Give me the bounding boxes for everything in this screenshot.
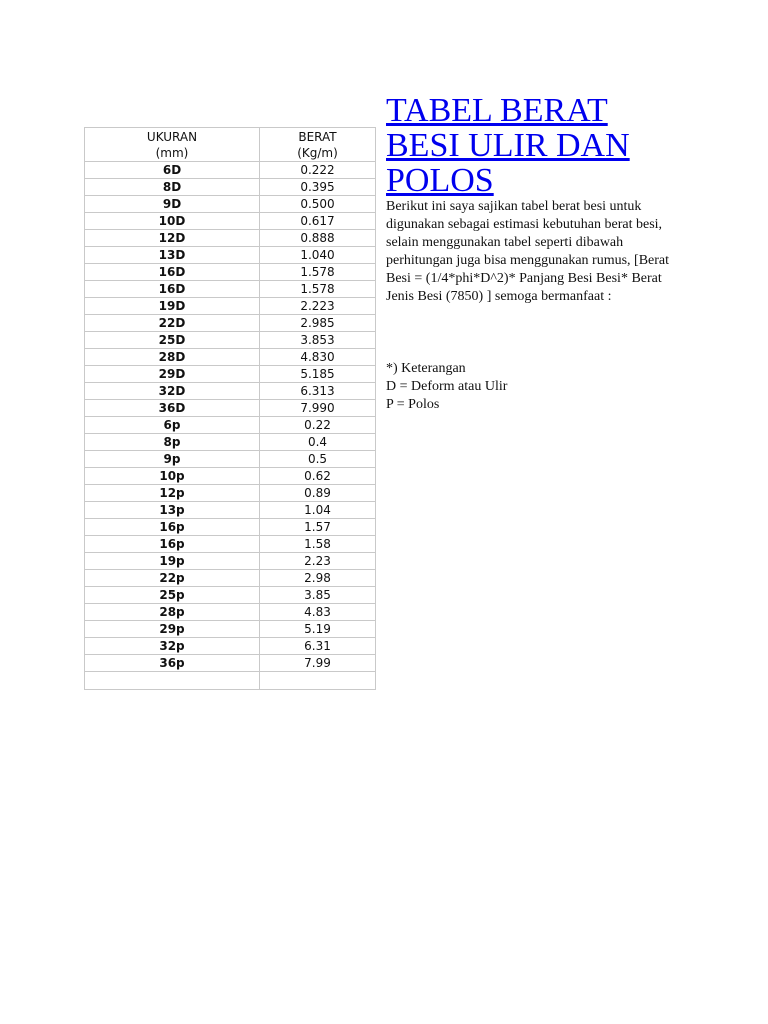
table-row — [85, 604, 376, 621]
size-cell: 36p — [85, 655, 260, 672]
size-cell: 32p — [85, 638, 260, 655]
size-cell — [85, 672, 260, 690]
size-cell: 12p — [85, 485, 260, 502]
table-row — [85, 247, 376, 264]
weight-cell: 2.985 — [260, 315, 376, 332]
table-row — [85, 213, 376, 230]
size-cell: 28D — [85, 349, 260, 366]
size-cell: 9p — [85, 451, 260, 468]
intro-paragraph: Berikut ini saya sajikan tabel berat besi untuk digunakan sebagai estimasi kebutuhan berat besi, selain menggunakan tabel seperti dibawah perhitungan juga bisa menggunakan rumus, [Berat Besi = (1/4*phi*D^2)* Panjang Besi Besi* Berat Jenis Besi (7850) ] semoga bermanfaat : — [386, 199, 670, 304]
table-row — [85, 519, 376, 536]
weight-cell: 0.888 — [260, 230, 376, 247]
weight-cell: 0.500 — [260, 196, 376, 213]
table-row — [85, 434, 376, 451]
size-cell: 10D — [85, 213, 260, 230]
weight-cell: 1.58 — [260, 536, 376, 553]
note-deform: D = Deform atau Ulir — [386, 379, 508, 394]
table-row — [85, 196, 376, 213]
size-header-label: UKURAN — [146, 129, 198, 144]
table-row — [85, 315, 376, 332]
weight-cell: 1.04 — [260, 502, 376, 519]
weight-cell: 0.5 — [260, 451, 376, 468]
table-row — [85, 485, 376, 502]
size-cell: 16p — [85, 536, 260, 553]
weight-cell: 6.31 — [260, 638, 376, 655]
weight-cell — [260, 672, 376, 690]
weight-cell: 3.853 — [260, 332, 376, 349]
size-cell: 22p — [85, 570, 260, 587]
weight-cell: 0.22 — [260, 417, 376, 434]
size-cell: 6D — [85, 162, 260, 179]
table-row — [85, 281, 376, 298]
size-cell: 25D — [85, 332, 260, 349]
table-row — [85, 502, 376, 519]
weight-cell: 0.89 — [260, 485, 376, 502]
size-cell: 22D — [85, 315, 260, 332]
table-row — [85, 638, 376, 655]
size-cell: 16D — [85, 264, 260, 281]
note-polos: P = Polos — [386, 397, 440, 412]
weight-cell: 2.98 — [260, 570, 376, 587]
size-cell: 12D — [85, 230, 260, 247]
size-cell: 10p — [85, 468, 260, 485]
weight-cell: 6.313 — [260, 383, 376, 400]
table-row — [85, 587, 376, 604]
table-row — [85, 230, 376, 247]
size-cell: 29D — [85, 366, 260, 383]
steel-weight-table — [84, 127, 376, 690]
weight-cell: 7.99 — [260, 655, 376, 672]
table-row — [85, 298, 376, 315]
weight-cell: 7.990 — [260, 400, 376, 417]
weight-cell: 0.395 — [260, 179, 376, 196]
weight-cell: 0.222 — [260, 162, 376, 179]
table-row — [85, 468, 376, 485]
notes-block — [386, 360, 686, 414]
table-row — [85, 451, 376, 468]
size-cell: 13D — [85, 247, 260, 264]
size-cell: 9D — [85, 196, 260, 213]
weight-column-header — [260, 128, 376, 162]
table-row — [85, 383, 376, 400]
weight-cell: 3.85 — [260, 587, 376, 604]
weight-cell: 2.223 — [260, 298, 376, 315]
weight-cell: 5.19 — [260, 621, 376, 638]
size-cell: 16D — [85, 281, 260, 298]
weight-cell: 0.62 — [260, 468, 376, 485]
size-header-unit: (mm) — [155, 145, 189, 160]
weight-cell: 0.617 — [260, 213, 376, 230]
note-heading: *) Keterangan — [386, 361, 466, 376]
table-row — [85, 366, 376, 383]
weight-cell: 5.185 — [260, 366, 376, 383]
weight-cell: 4.830 — [260, 349, 376, 366]
table-row — [85, 162, 376, 179]
table-row — [85, 179, 376, 196]
table-header-row — [85, 128, 376, 162]
size-cell: 29p — [85, 621, 260, 638]
page-title[interactable]: TABEL BERAT BESI ULIR DAN POLOS — [386, 92, 630, 199]
table-row — [85, 672, 376, 690]
table-row — [85, 655, 376, 672]
weight-cell: 1.578 — [260, 281, 376, 298]
size-cell: 16p — [85, 519, 260, 536]
table-row — [85, 570, 376, 587]
table-body — [85, 162, 376, 690]
size-cell: 13p — [85, 502, 260, 519]
table-row — [85, 417, 376, 434]
weight-header-label: BERAT — [298, 129, 337, 144]
size-cell: 25p — [85, 587, 260, 604]
weight-cell: 4.83 — [260, 604, 376, 621]
size-column-header — [85, 128, 260, 162]
table-row — [85, 264, 376, 281]
size-cell: 36D — [85, 400, 260, 417]
weight-cell: 1.578 — [260, 264, 376, 281]
table-row — [85, 536, 376, 553]
weight-cell: 1.57 — [260, 519, 376, 536]
table-row — [85, 332, 376, 349]
weight-cell: 0.4 — [260, 434, 376, 451]
weight-header-unit: (Kg/m) — [297, 145, 338, 160]
weight-cell: 1.040 — [260, 247, 376, 264]
size-cell: 28p — [85, 604, 260, 621]
table-row — [85, 400, 376, 417]
size-cell: 6p — [85, 417, 260, 434]
size-cell: 8D — [85, 179, 260, 196]
size-cell: 32D — [85, 383, 260, 400]
weight-cell: 2.23 — [260, 553, 376, 570]
table-row — [85, 621, 376, 638]
size-cell: 8p — [85, 434, 260, 451]
size-cell: 19D — [85, 298, 260, 315]
table-row — [85, 553, 376, 570]
article-panel — [386, 93, 686, 414]
table-row — [85, 349, 376, 366]
size-cell: 19p — [85, 553, 260, 570]
